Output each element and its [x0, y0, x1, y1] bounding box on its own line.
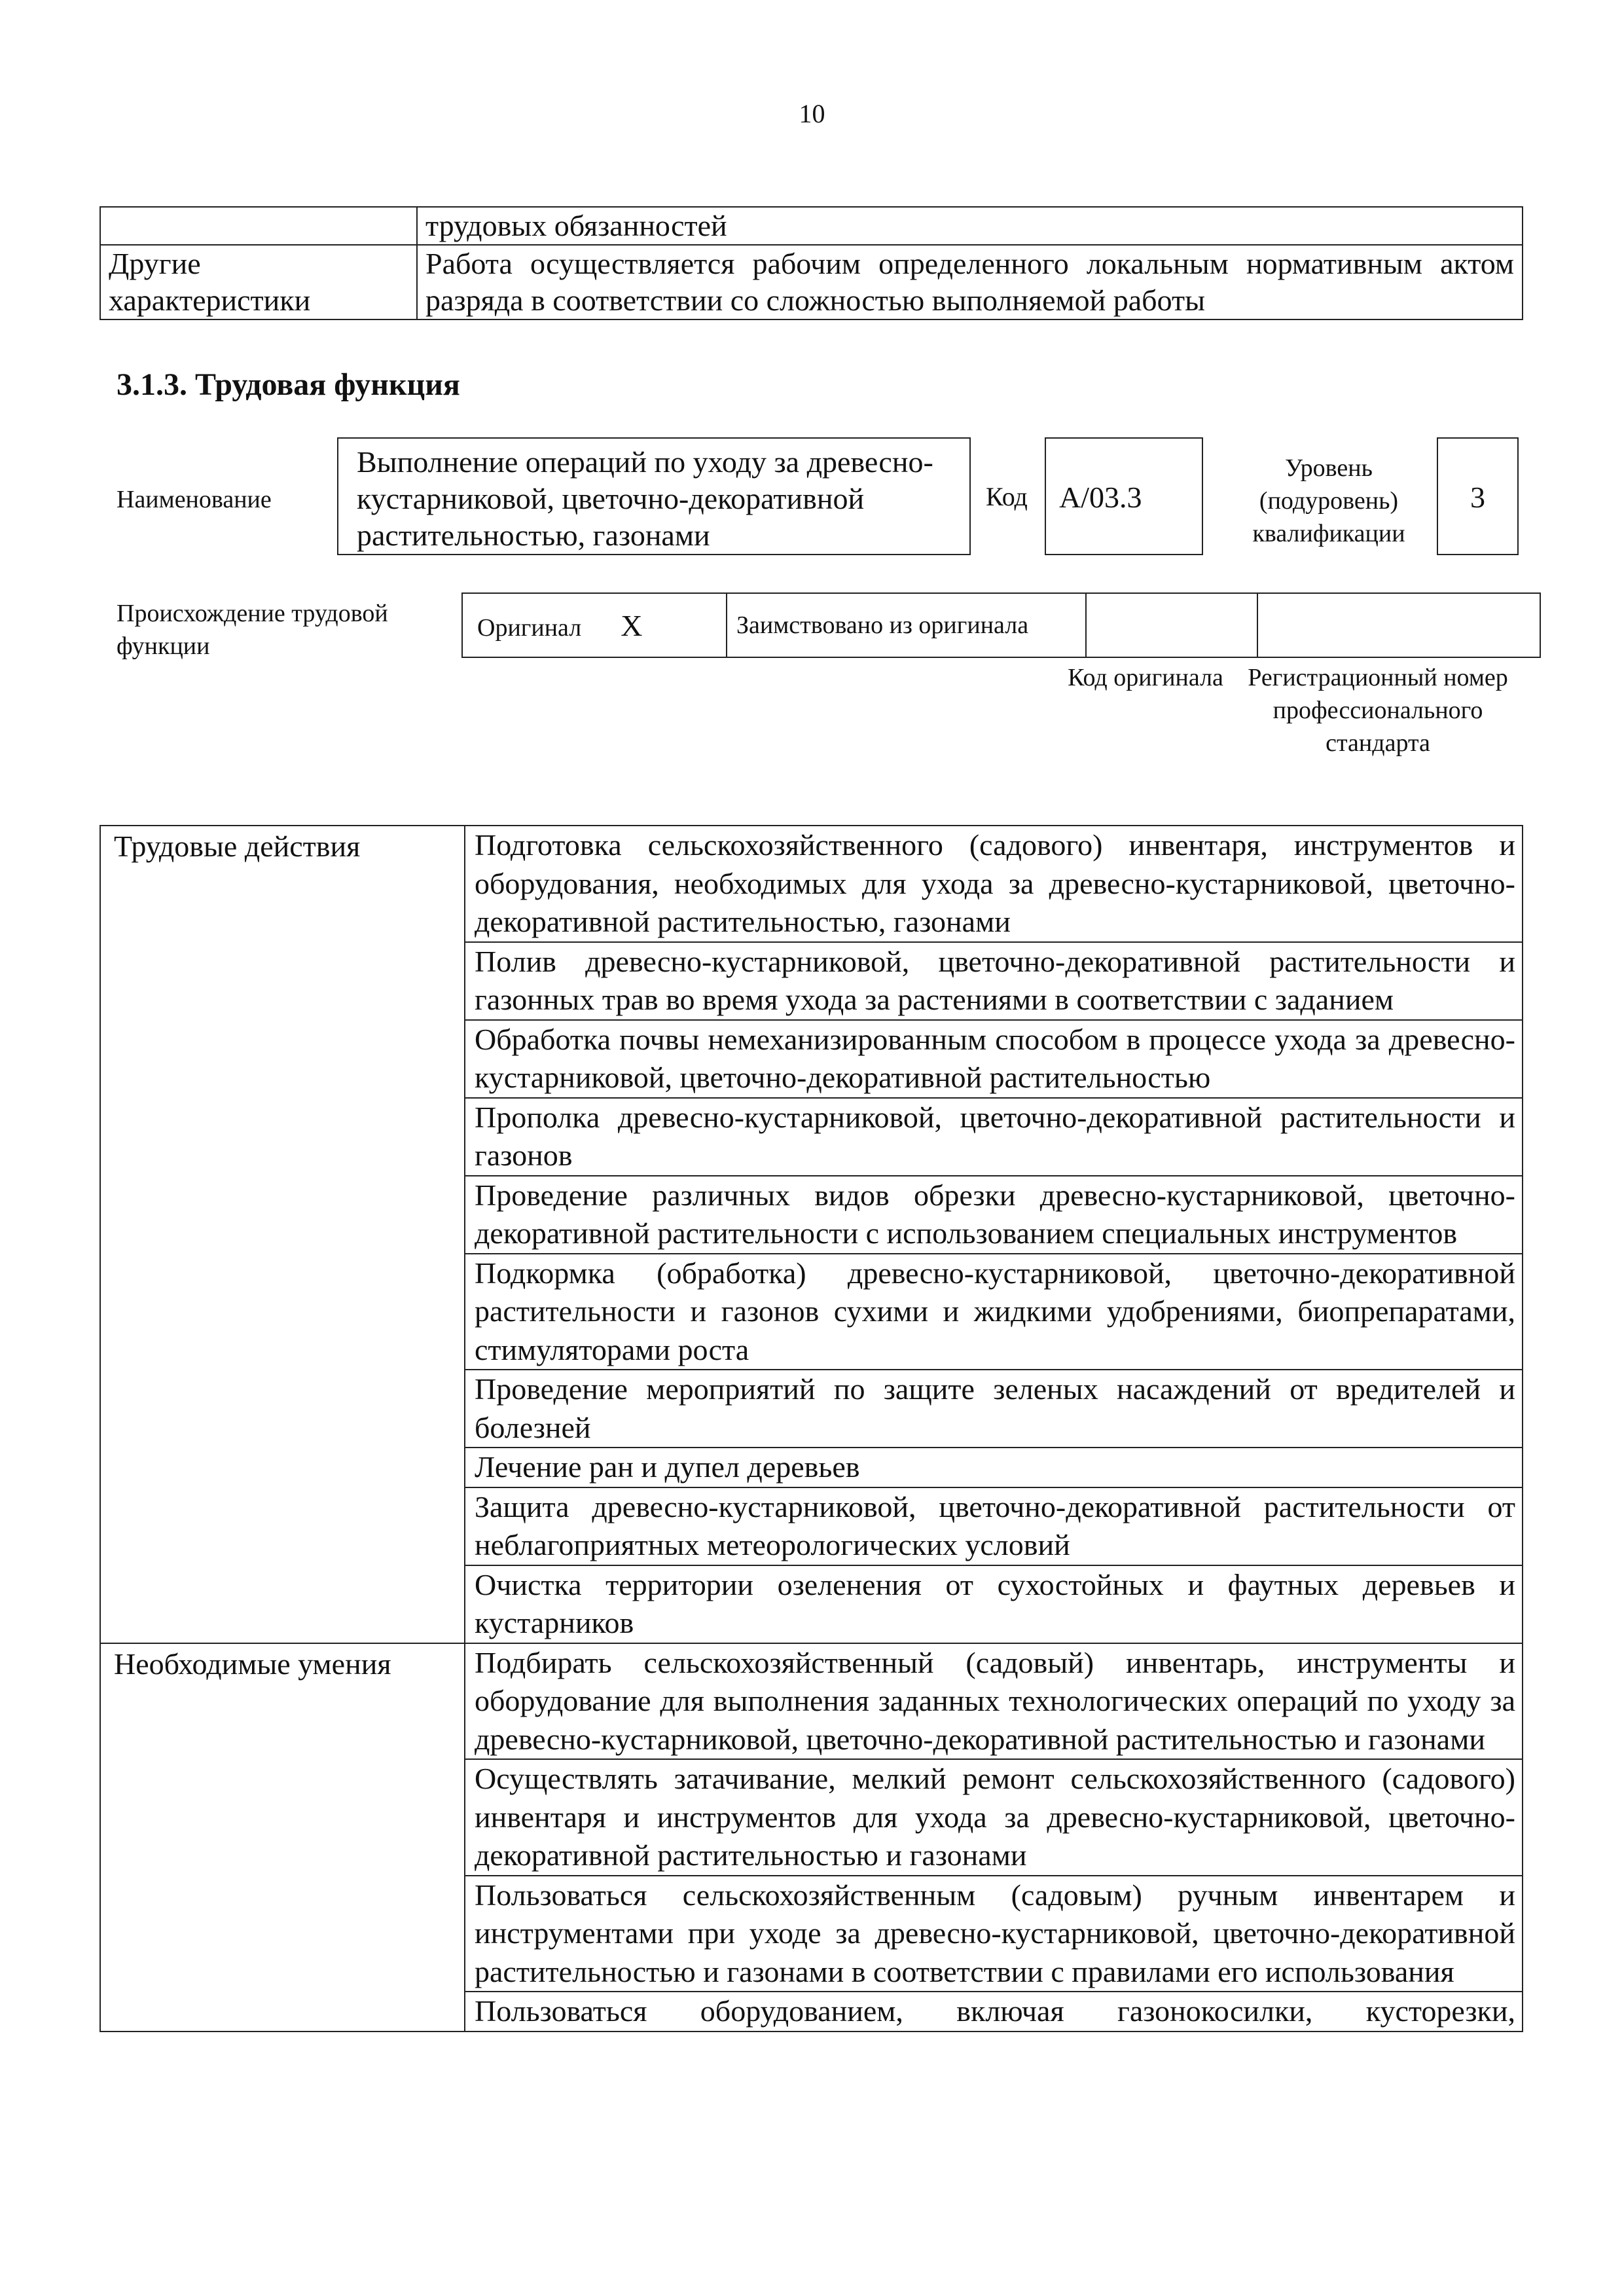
table-row	[462, 593, 1540, 657]
main-table	[99, 825, 1523, 2032]
labor-action-item: Прополка древесно-кустарниковой, цветочно-декоративной растительности и газонов	[465, 1098, 1523, 1176]
code-label: Код	[986, 482, 1028, 511]
origin-code-caption: Код оригинала	[1068, 664, 1223, 691]
table-cell-value: Работа осуществляется рабочим определенного локальным нормативным актом разряда в соответствии со сложностью выполняемой работы	[417, 245, 1523, 319]
origin-label: Происхождение трудовой функции	[117, 600, 388, 660]
labor-action-item: Полив древесно-кустарниковой, цветочно-декоративной растительности и газонных трав во время ухода за растениями в соответствии с заданием	[465, 942, 1523, 1020]
labor-action-item: Проведение различных видов обрезки древесно-кустарниковой, цветочно-декоративной растительности с использованием специальных инструментов	[465, 1176, 1523, 1254]
function-code-field: А/03.3	[1045, 437, 1203, 555]
name-label: Наименование	[117, 486, 272, 513]
skill-item: Осуществлять затачивание, мелкий ремонт сельскохозяйственного (садового) инвентаря и инструментов для ухода за древесно-кустарниковой, цветочно-декоративной растительностью и газонами	[465, 1759, 1523, 1876]
origin-borrowed-cell: Заимствовано из оригинала	[727, 593, 1086, 657]
section-heading: 3.1.3. Трудовая функция	[117, 367, 460, 402]
function-name-field: Выполнение операций по уходу за древесно-кустарниковой, цветочно-декоративной растительностью, газонами	[337, 437, 971, 555]
skill-item: Подбирать сельскохозяйственный (садовый) инвентарь, инструменты и оборудование для выполнения заданных технологических операций по уходу за древесно-кустарниковой, цветочно-декоративной растительностью и газонами	[465, 1643, 1523, 1760]
labor-actions-label: Трудовые действия	[100, 826, 465, 1643]
table-row	[100, 245, 1523, 319]
original-label: Оригинал	[477, 613, 582, 642]
table-row	[100, 826, 1523, 942]
labor-action-item: Лечение ран и дупел деревьев	[465, 1448, 1523, 1487]
level-value-field: 3	[1437, 437, 1519, 555]
top-continuation-table	[99, 206, 1523, 320]
level-label: Уровень (подуровень) квалификации	[1252, 454, 1405, 547]
labor-action-item: Проведение мероприятий по защите зеленых насаждений от вредителей и болезней	[465, 1370, 1523, 1448]
page-number: 10	[799, 99, 825, 128]
table-cell-value: трудовых обязанностей	[417, 207, 1523, 245]
origin-original-cell	[462, 593, 727, 657]
table-cell-label: Другие характеристики	[100, 245, 417, 319]
labor-action-item: Обработка почвы немеханизированным способом в процессе ухода за древесно-кустарниковой, цветочно-декоративной растительностью	[465, 1020, 1523, 1098]
original-mark: X	[621, 608, 643, 642]
skill-item: Пользоваться оборудованием, включая газонокосилки, кусторезки,	[465, 1992, 1523, 2032]
skills-label: Необходимые умения	[100, 1643, 465, 2032]
labor-action-item: Очистка территории озеленения от сухостойных и фаутных деревьев и кустарников	[465, 1565, 1523, 1643]
labor-action-item: Подкормка (обработка) древесно-кустарниковой, цветочно-декоративной растительности и газонов сухими и жидкими удобрениями, биопрепаратами, стимуляторами роста	[465, 1254, 1523, 1370]
table-row	[100, 1643, 1523, 1760]
reg-number-caption: Регистрационный номер профессионального стандарта	[1248, 664, 1508, 757]
origin-table	[461, 592, 1541, 658]
origin-code-cell	[1086, 593, 1257, 657]
labor-action-item: Защита древесно-кустарниковой, цветочно-декоративной растительности от неблагоприятных метеорологических условий	[465, 1487, 1523, 1565]
labor-action-item: Подготовка сельскохозяйственного (садового) инвентаря, инструментов и оборудования, необходимых для ухода за древесно-кустарниковой, цветочно-декоративной растительностью, газонами	[465, 826, 1523, 942]
skill-item: Пользоваться сельскохозяйственным (садовым) ручным инвентарем и инструментами при уходе за древесно-кустарниковой, цветочно-декоративной растительностью и газонами в соответствии с правилами его использования	[465, 1876, 1523, 1992]
table-cell-label	[100, 207, 417, 245]
origin-reg-number-cell	[1257, 593, 1540, 657]
table-row	[100, 207, 1523, 245]
